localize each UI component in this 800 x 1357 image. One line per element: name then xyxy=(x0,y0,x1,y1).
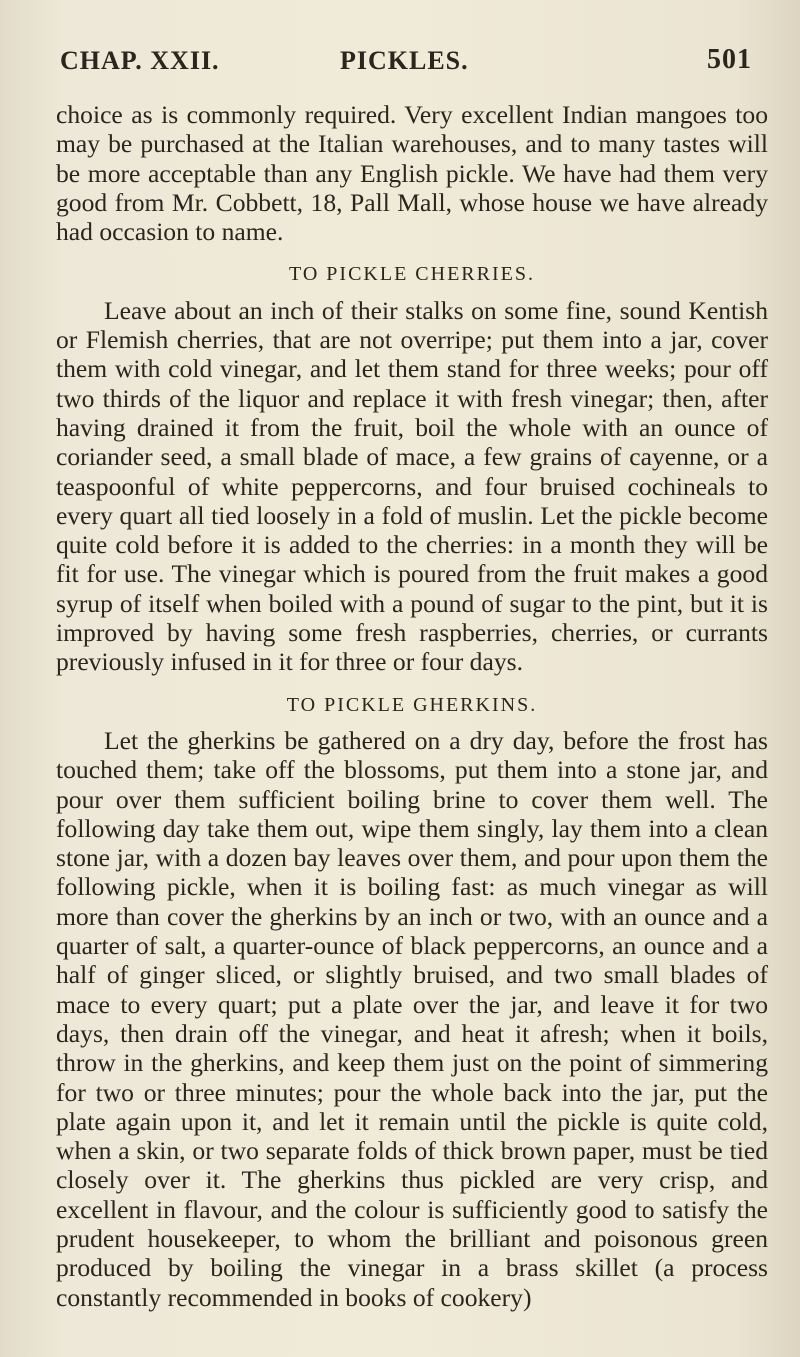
cherries-heading: TO PICKLE CHERRIES. xyxy=(289,263,535,286)
running-title: PICKLES. xyxy=(340,46,469,75)
gherkins-heading: TO PICKLE GHERKINS. xyxy=(286,693,538,716)
running-header xyxy=(60,46,772,86)
cherries-paragraph: Leave about an inch of their stalks on some fine, sound Kentish or Flemish cherries, that are not overripe; put them into a jar, cover them with cold vinegar, and let them stand for three weeks; pour off two thirds of the liquor and replace it with fresh vinegar; then, after having drained it from the fruit, boil the whole with an ounce of coriander seed, a small blade of mace, a few grains of cayenne, or a teaspoonful of white peppercorns, and four bruised cochineals to every quart all tied loosely in a fold of muslin. Let the pickle become quite cold before it is added to the cherries: in a month they will be fit for use. The vinegar which is poured from the fruit makes a good syrup of itself when boiled with a pound of sugar to the pint, but it is improved by having some fresh raspberries, cherries, or currants previously infused in it for three or four days. xyxy=(56,295,768,677)
gherkins-paragraph: Let the gherkins be gathered on a dry day, before the frost has touched them; take off the blossoms, put them into a stone jar, and pour over them sufficient boiling brine to cover them well. The following day take them out, wipe them singly, lay them into a clean stone jar, with a dozen bay leaves over them, and pour upon them the following pickle, when it is boiling fast: as much vinegar as will more than cover the gherkins by an inch or two, with an ounce and a quarter of salt, a quarter-ounce of black peppercorns, an ounce and a half of ginger sliced, or slightly bruised, and two small blades of mace to every quart; put a plate over the jar, and leave it for two days, then drain off the vinegar, and heat it afresh; when it boils, throw in the gherkins, and keep them just on the point of simmering for two or three minutes; pour the whole back into the jar, put the plate again upon it, and let it remain until the pickle is quite cold, when a skin, or two separate folds of thick brown paper, must be tied closely over it. The gherkins thus pickled are very crisp, and excellent in flavour, and the colour is sufficiently good to satisfy the prudent housekeeper, to whom the brilliant and poisonous green produced by boiling the vinegar in a brass skillet (a process constantly recommended in books of cookery) xyxy=(56,725,768,1312)
page-number: 501 xyxy=(707,44,752,75)
page-body xyxy=(56,100,768,1312)
chapter-label: CHAP. XXII. xyxy=(60,46,220,75)
intro-paragraph: choice as is commonly required. Very excellent Indian mangoes too may be purchased at the Italian warehouses, and to many tastes will be more acceptable than any English pickle. We have had them very good from Mr. Cobbett, 18, Pall Mall, whose house we have already had occasion to name. xyxy=(56,100,768,247)
